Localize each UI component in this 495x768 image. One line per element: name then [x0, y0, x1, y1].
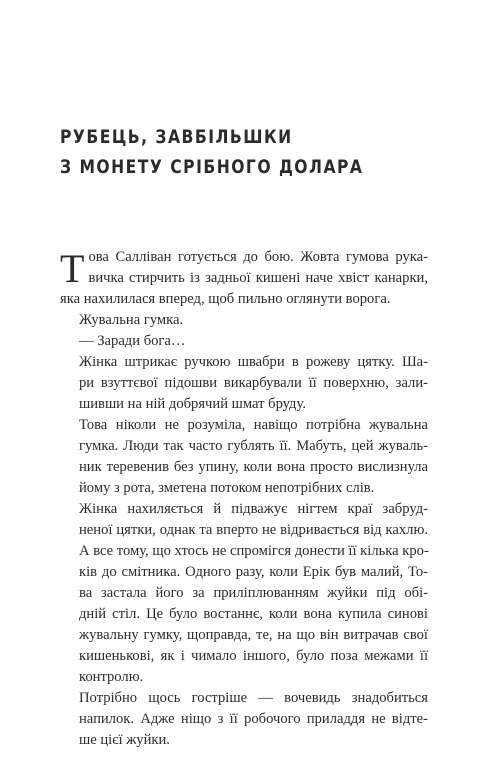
text-line: контролю.: [79, 669, 144, 685]
text-line: жувальну гумку, щоправда, те, на що він витрачав свої: [79, 627, 428, 643]
text-line: Това ніколи не розуміла, навіщо потрібна жувальна: [79, 417, 428, 433]
text-line: йому з рота, зметена потоком непотрібних слів.: [79, 480, 375, 496]
text-line: кишенькові, як і чимало іншого, було поза межами її: [79, 648, 428, 664]
drop-cap: Т: [60, 246, 85, 291]
text-line: А все тому, що хтось не спромігся донести її кілька кро-: [79, 543, 429, 559]
text-line: ник теревенив без упину, коли вона просто вислизнула: [79, 459, 428, 475]
paragraph-2: [60, 310, 428, 331]
paragraph-7: [60, 688, 428, 751]
chapter-title: [60, 122, 363, 182]
text-line: Жінка нахиляється й підважує нігтем краї забруд-: [79, 501, 428, 517]
chapter-title-line-1: РУБЕЦЬ, ЗАВБІЛЬШКИ: [60, 126, 293, 148]
paragraph-5: [60, 415, 428, 499]
text-line: Жувальна гумка.: [79, 312, 184, 328]
paragraph-3: [60, 331, 428, 352]
text-line: — Заради бога…: [79, 333, 186, 349]
text-line: неної цятки, однак та вперто не відривається від кахлю.: [79, 522, 428, 538]
paragraph-1: [60, 247, 428, 310]
text-line: дній стіл. Це було востаннє, коли вона купила синові: [79, 606, 428, 622]
text-line: ва застала його за приліплюванням жуйки під обі-: [79, 585, 428, 601]
chapter-body: [60, 247, 428, 751]
text-line: ри взуттєвої підошви викарбували її поверхню, зали-: [79, 375, 428, 391]
text-line: вичка стирчить із задньої кишені наче хвіст канарки,: [88, 270, 428, 286]
chapter-title-line-2: З МОНЕТУ СРІБНОГО ДОЛАРА: [60, 156, 364, 178]
text-line: шивши на ній добрячий шмат бруду.: [79, 396, 306, 412]
text-line: ше цієї жуйки.: [79, 732, 170, 748]
paragraph-6: [60, 499, 428, 688]
text-line: гумка. Люди так часто гублять її. Мабуть, цей жуваль-: [79, 438, 428, 454]
text-line: Потрібно щось гостріше — вочевидь знадобиться: [79, 690, 428, 706]
text-line: яка нахилилася вперед, щоб пильно оглянути ворога.: [60, 291, 391, 307]
text-line: ова Салліван готується до бою. Жовта гумова рука-: [88, 249, 428, 265]
text-line: ків до смітника. Одного разу, коли Ерік був малий, То-: [79, 564, 428, 580]
paragraph-4: [60, 352, 428, 415]
text-line: Жінка штрикає ручкою швабри в рожеву цятку. Ша-: [79, 354, 428, 370]
text-line: напилок. Адже ніщо з її робочого приладдя не відте-: [79, 711, 428, 727]
